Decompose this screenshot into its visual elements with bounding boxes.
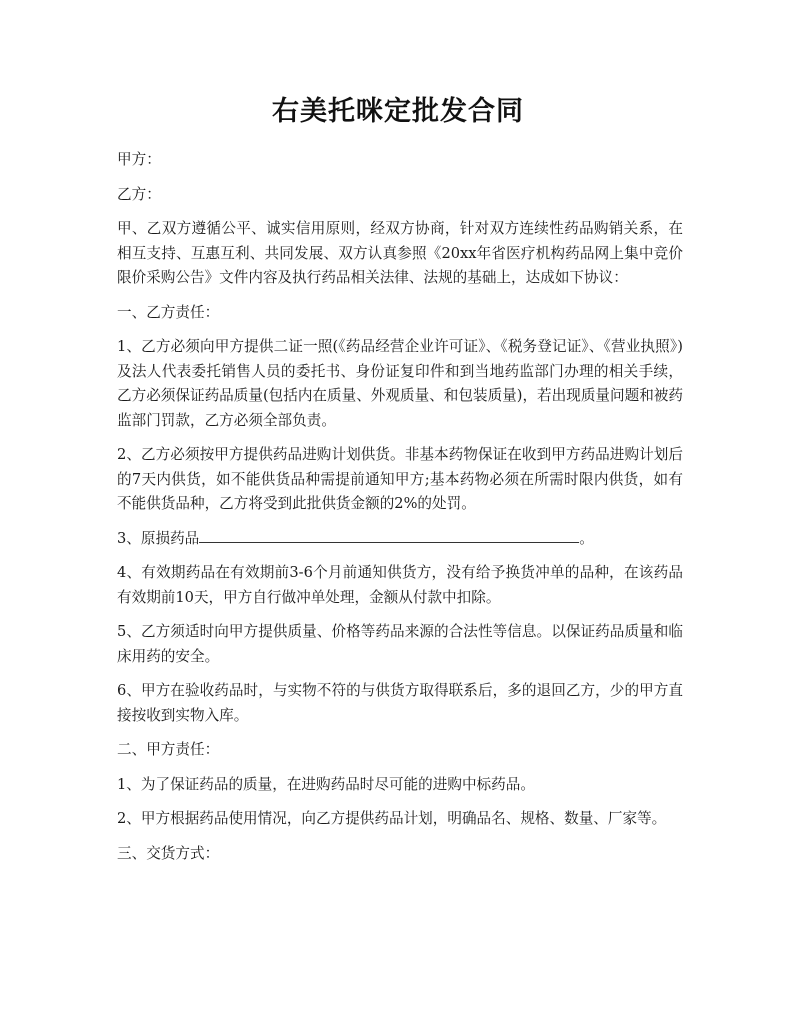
clause-b-1: 1、乙方必须向甲方提供二证一照(《药品经营企业许可证》、《税务登记证》、《营业执照》)及法人代表委托销售人员的委托书、身份证复印件和到当地药监部门办理的相关手续，乙方必须保证药品质量(包括内在质量、外观质量、和包装质量)，若出现质量问题和被药监部门罚款，乙方必须全部负责。 xyxy=(117,338,683,429)
clause-b-4: 4、有效期药品在有效期前3-6个月前通知供货方，没有给予换货冲单的品种，在该药品有效期前10天，甲方自行做冲单处理，金额从付款中扣除。 xyxy=(117,564,683,606)
fill-in-blank-line xyxy=(199,528,579,543)
document-body xyxy=(117,148,683,876)
clause-b-3-prefix: 3、原损药品 xyxy=(117,529,200,547)
section-heading-party-b-duties: 一、乙方责任： xyxy=(117,303,220,321)
clause-a-1: 1、为了保证药品的质量，在进购药品时尽可能的进购中标药品。 xyxy=(117,775,535,793)
clause-b-5: 5、乙方须适时向甲方提供质量、价格等药品来源的合法性等信息。以保证药品质量和临床用药的安全。 xyxy=(117,623,683,665)
intro-paragraph: 甲、乙双方遵循公平、诚实信用原则，经双方协商，针对双方连续性药品购销关系，在相互支持、互惠互利、共同发展、双方认真参照《20xx年省医疗机构药品网上集中竞价限价采购公告》文件内容及执行药品相关法律、法规的基础上，达成如下协议： xyxy=(117,220,683,286)
clause-b-6: 6、甲方在验收药品时，与实物不符的与供货方取得联系后，多的退回乙方，少的甲方直接按收到实物入库。 xyxy=(117,682,683,724)
party-a-line: 甲方： xyxy=(117,151,161,168)
clause-b-3-suffix: 。 xyxy=(579,529,594,547)
document-title: 右美托咪定批发合同 xyxy=(272,96,524,127)
section-heading-delivery: 三、交货方式： xyxy=(117,844,220,862)
party-b-line: 乙方： xyxy=(117,185,161,203)
clause-a-2: 2、甲方根据药品使用情况，向乙方提供药品计划，明确品名、规格、数量、厂家等。 xyxy=(117,810,667,827)
clause-b-2: 2、乙方必须按甲方提供药品进购计划供货。非基本药物保证在收到甲方药品进购计划后的7天内供货，如不能供货品种需提前通知甲方;基本药物必须在所需时限内供货，如有不能供货品种，乙方将受到此批供货金额的2%的处罚。 xyxy=(117,446,683,512)
section-heading-party-a-duties: 二、甲方责任： xyxy=(117,741,220,758)
clause-b-3 xyxy=(117,527,683,552)
